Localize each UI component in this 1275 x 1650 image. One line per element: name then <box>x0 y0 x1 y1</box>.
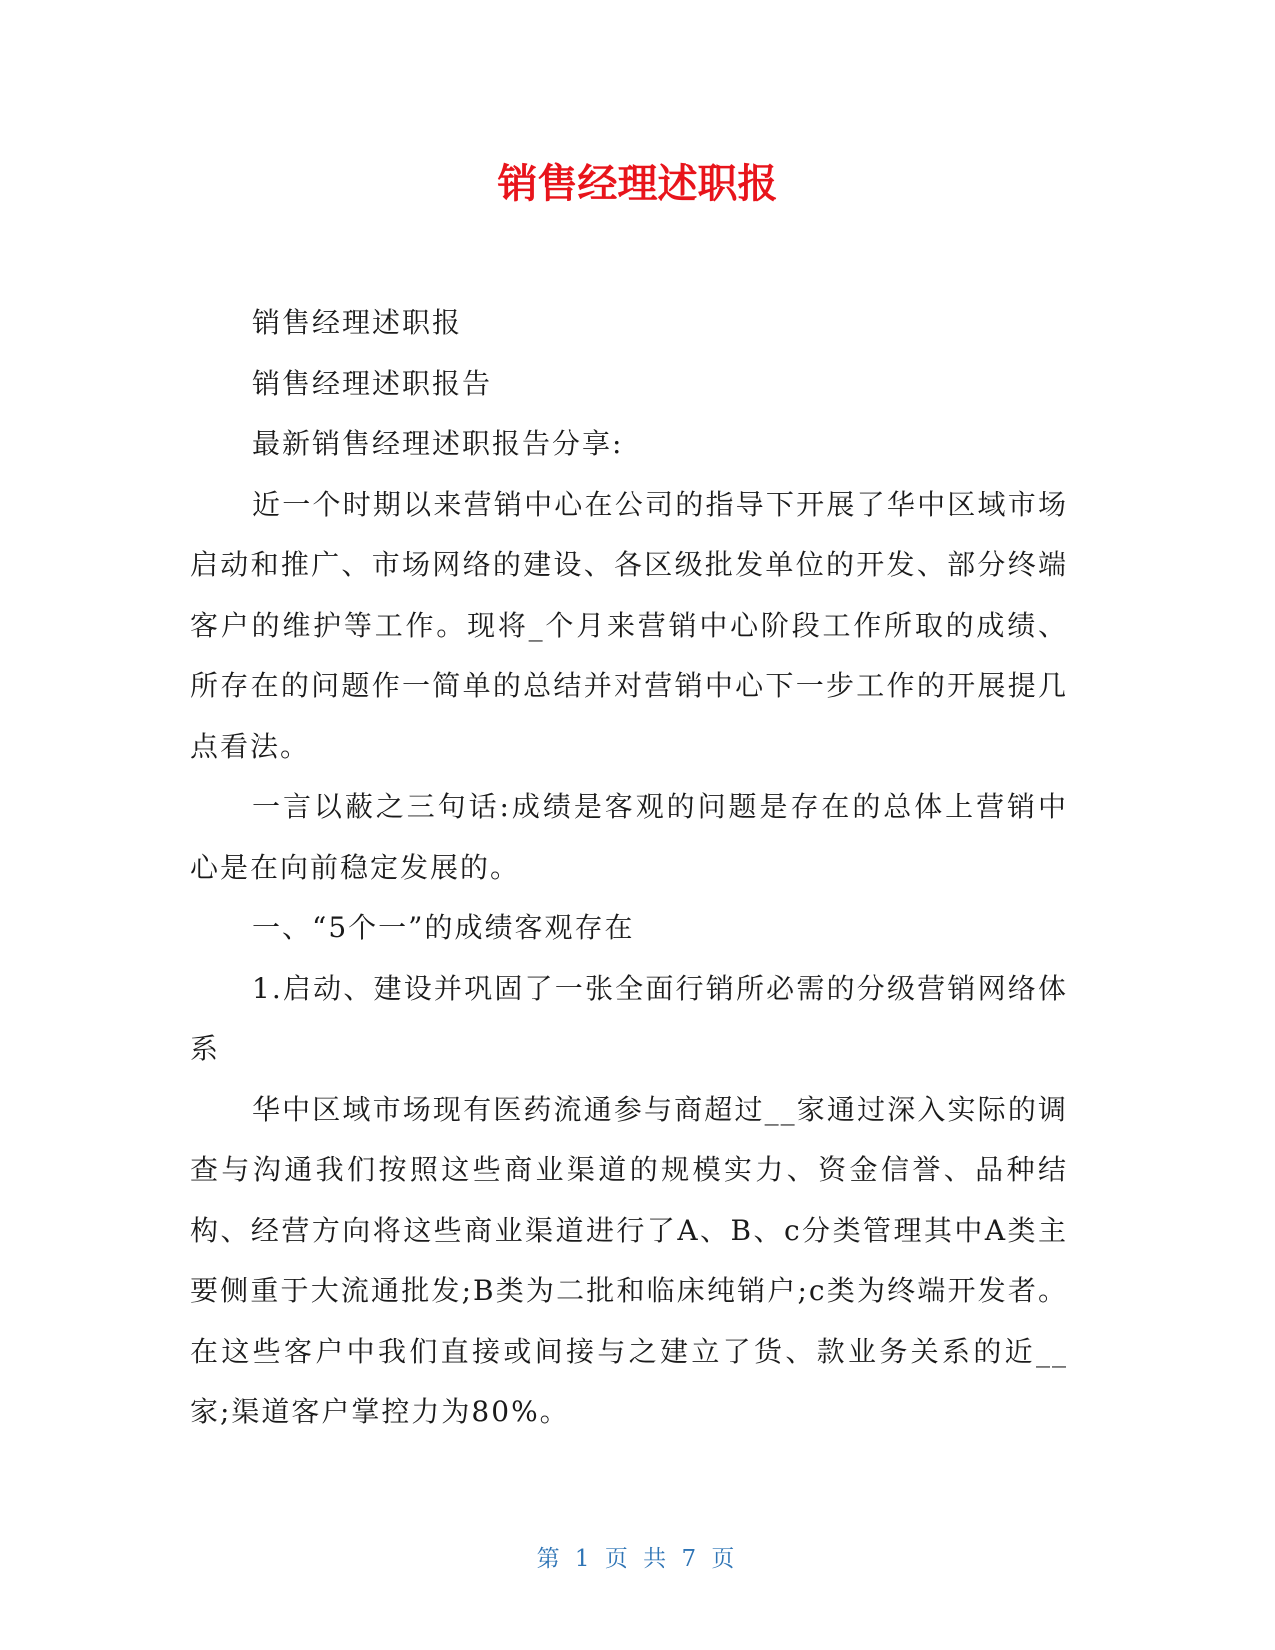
page-number-footer <box>0 1544 1275 1574</box>
paragraph: 近一个时期以来营销中心在公司的指导下开展了华中区域市场启动和推广、市场网络的建设、各区级批发单位的开发、部分终端客户的维护等工作。现将_个月来营销中心阶段工作所取的成绩、所存在的问题作一简单的总结并对营销中心下一步工作的开展提几点看法。 <box>190 487 1068 763</box>
paragraph: 一言以蔽之三句话:成绩是客观的问题是存在的总体上营销中心是在向前稳定发展的。 <box>190 790 1068 884</box>
total-pages-number: 7 <box>681 1546 701 1572</box>
section-heading: 一、“5个一”的成绩客观存在 <box>252 911 635 944</box>
page-label-suffix: 页 <box>711 1546 739 1572</box>
subsection-heading: 1.启动、建设并巩固了一张全面行销所必需的分级营销网络体系 <box>190 971 1068 1065</box>
paragraph: 销售经理述职报 <box>252 306 463 339</box>
document-title: 销售经理述职报 <box>497 161 778 207</box>
page-label-mid: 页 共 <box>604 1546 671 1572</box>
current-page-number: 1 <box>574 1546 594 1572</box>
paragraph: 销售经理述职报告 <box>252 366 493 400</box>
paragraph: 华中区域市场现有医药流通参与商超过__家通过深入实际的调查与沟通我们按照这些商业渠道的规模实力、资金信誉、品种结构、经营方向将这些商业渠道进行了A、B、c分类管理其中A类主要侧重于大流通批发;B类为二批和临床纯销户;c类为终端开发者。在这些客户中我们直接或间接与之建立了货、款业务关系的近__家;渠道客户掌控力为80%。 <box>190 1092 1068 1428</box>
paragraph: 最新销售经理述职报告分享: <box>252 427 624 460</box>
document-body <box>190 293 1068 1443</box>
page-label-prefix: 第 <box>536 1546 564 1572</box>
